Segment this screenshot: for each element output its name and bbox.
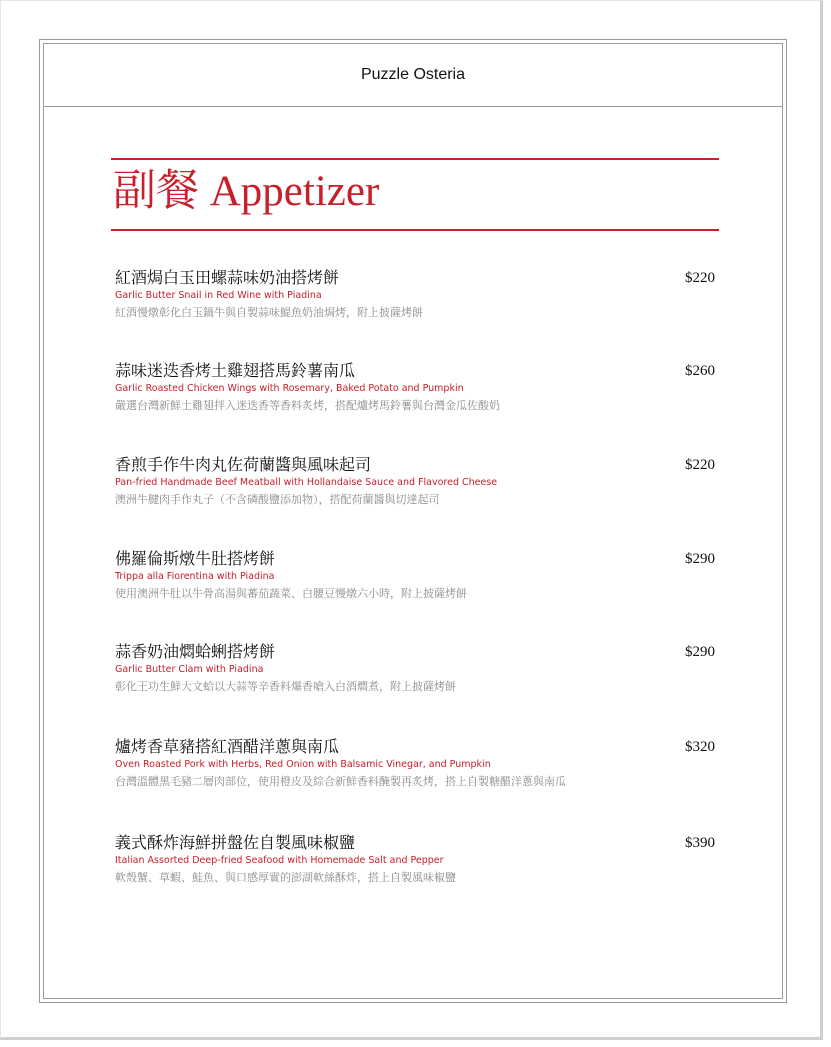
item-price: $290 bbox=[685, 644, 715, 660]
item-price: $390 bbox=[685, 835, 715, 851]
item-price: $220 bbox=[685, 270, 715, 286]
menu-item bbox=[115, 549, 715, 603]
section-bottom-rule bbox=[111, 229, 719, 231]
item-name: 蒜香奶油燜蛤蜊搭烤餅 bbox=[115, 642, 276, 661]
item-description: 軟殼蟹、草蝦、鮭魚、與口感厚實的澎湖軟絲酥炸，搭上自製風味椒鹽 bbox=[115, 871, 456, 884]
item-description: 使用澳洲牛肚以牛骨高湯與蕃茄蔬菜、白腰豆慢燉六小時，附上披薩烤餅 bbox=[115, 587, 467, 600]
item-description: 澳洲牛腱肉手作丸子（不含磷酸鹽添加物），搭配荷蘭醬與切達起司 bbox=[115, 493, 440, 506]
item-english-name: Italian Assorted Deep-fried Seafood with Homemade Salt and Pepper bbox=[115, 855, 444, 866]
item-description: 台灣溫體黑毛豬二層肉部位，使用橙皮及綜合新鮮香料醃製再炙烤，搭上自製糖醋洋蔥與南瓜 bbox=[115, 775, 566, 788]
item-price: $290 bbox=[685, 551, 715, 567]
item-description: 彰化王功生鮮大文蛤以大蒜等辛香料爆香嗆入白酒燜煮，附上披薩烤餅 bbox=[115, 680, 456, 693]
menu-item bbox=[115, 268, 715, 322]
menu-item bbox=[115, 737, 715, 791]
item-name: 爐烤香草豬搭紅酒醋洋蔥與南瓜 bbox=[115, 737, 340, 756]
item-price: $220 bbox=[685, 457, 715, 473]
menu-page bbox=[39, 39, 787, 1003]
section-top-rule bbox=[111, 158, 719, 160]
item-name: 蒜味迷迭香烤土雞翅搭馬鈴薯南瓜 bbox=[115, 361, 356, 380]
item-name: 香煎手作牛肉丸佐荷蘭醬與風味起司 bbox=[115, 455, 372, 474]
menu-item bbox=[115, 642, 715, 696]
item-english-name: Garlic Butter Snail in Red Wine with Piadina bbox=[115, 290, 322, 301]
restaurant-title: Puzzle Osteria bbox=[360, 66, 466, 83]
item-description: 嚴選台灣新鮮土雞翅拌入迷迭香等香料炙烤，搭配爐烤馬鈴薯與台灣金瓜佐酸奶 bbox=[115, 399, 500, 412]
section-title: 副餐 Appetizer bbox=[113, 168, 380, 215]
menu-page-inner-border bbox=[43, 43, 783, 999]
item-english-name: Trippa alla Fiorentina with Piadina bbox=[115, 571, 275, 582]
item-english-name: Garlic Roasted Chicken Wings with Rosemary, Baked Potato and Pumpkin bbox=[115, 383, 464, 394]
item-english-name: Pan-fried Handmade Beef Meatball with Hollandaise Sauce and Flavored Cheese bbox=[115, 477, 498, 488]
item-name: 義式酥炸海鮮拼盤佐自製風味椒鹽 bbox=[115, 833, 356, 852]
item-description: 紅酒慢燉彰化白玉鍋牛與自製蒜味鯷魚奶油焗烤，附上披薩烤餅 bbox=[115, 306, 423, 319]
item-name: 紅酒焗白玉田螺蒜味奶油搭烤餅 bbox=[115, 268, 340, 287]
menu-item bbox=[115, 455, 715, 509]
item-price: $260 bbox=[685, 363, 715, 379]
menu-item bbox=[115, 833, 715, 887]
item-name: 佛羅倫斯燉牛肚搭烤餅 bbox=[115, 549, 276, 568]
menu-item bbox=[115, 361, 715, 415]
item-english-name: Oven Roasted Pork with Herbs, Red Onion with Balsamic Vinegar, and Pumpkin bbox=[115, 759, 491, 770]
item-english-name: Garlic Butter Clam with Piadina bbox=[115, 664, 264, 675]
item-price: $320 bbox=[685, 739, 715, 755]
page-header bbox=[44, 44, 782, 107]
